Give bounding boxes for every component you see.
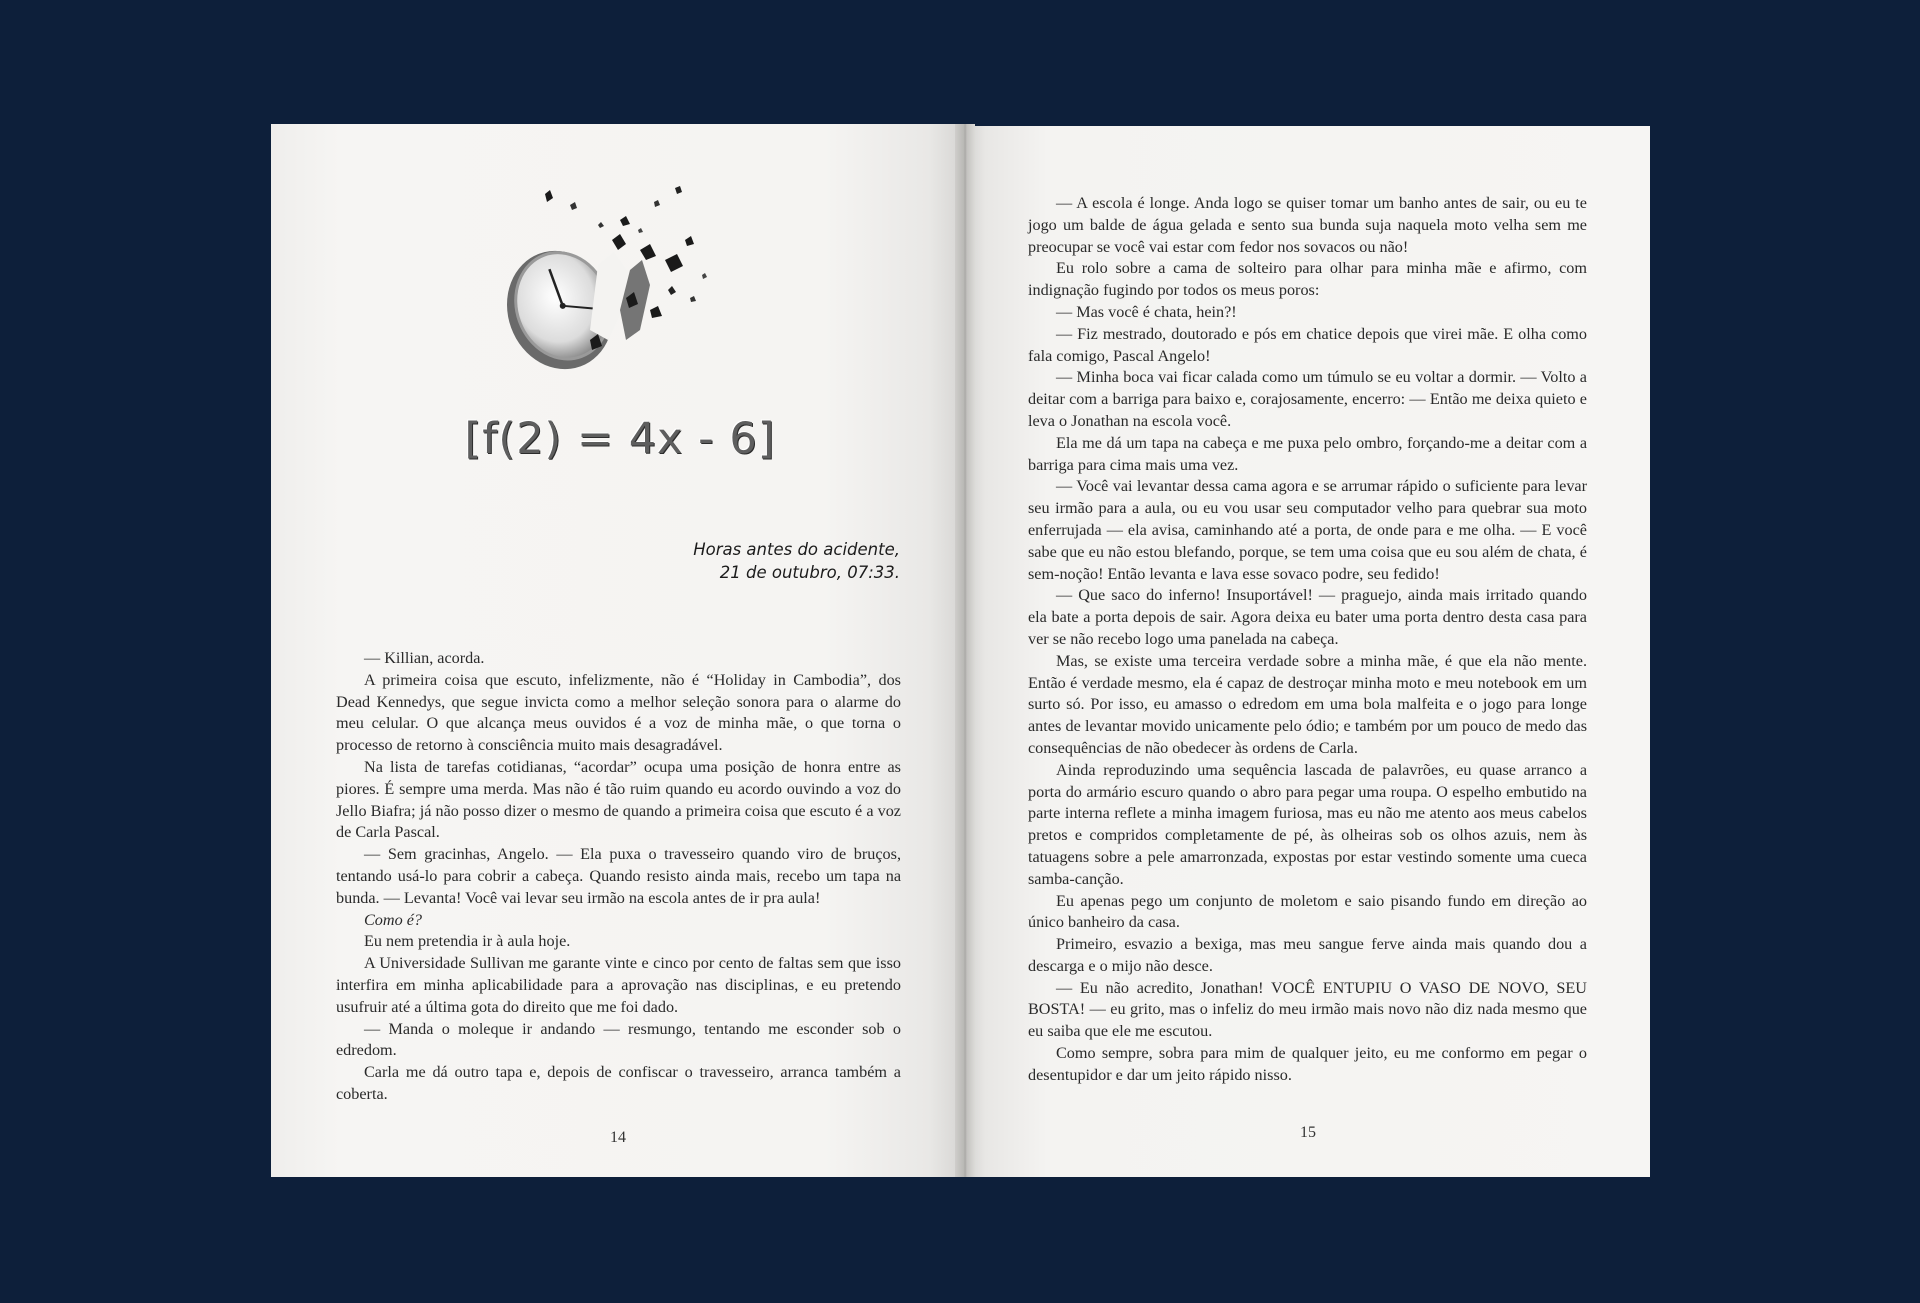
paragraph: Na lista de tarefas cotidianas, “acordar” ocupa uma posição de honra entre as piores. É sempre uma merda. Mas não é tão ruim quando eu acordo ouvindo a voz do Jello Biafra; já não posso dizer o mesmo de quando a primeira coisa que escuto é a voz de Carla Pascal. (336, 757, 901, 842)
right-page-text (1028, 193, 1587, 1087)
paragraph: Eu rolo sobre a cama de solteiro para olhar para minha mãe e afirmo, com indignação fugindo por todos os meus poros: (1028, 259, 1587, 300)
paragraph: — A escola é longe. Anda logo se quiser tomar um banho antes de sair, ou eu te jogo um balde de água gelada e sento sua bunda suja naquela moto velha sem me preocupar se você vai estar com fedor nos sovacos ou não! (1028, 194, 1587, 256)
paragraph: Mas, se existe uma terceira verdade sobre a minha mãe, é que ela não mente. Então é verdade mesmo, ela é capaz de destroçar minha moto e meu notebook em um surto só. Por isso, eu amasso o edredom em uma bola malfeita e o jogo para longe antes de levantar movido unicamente pelo ódio; e também por um pouco de medo das consequências de não obedecer às ordens de Carla. (1028, 651, 1587, 757)
paragraph: Ainda reproduzindo uma sequência lascada de palavrões, eu quase arranco a porta do armário escuro quando o abro para pegar uma roupa. O espelho embutido na parte interna reflete a minha imagem furiosa, mas eu não me atento aos meus cabelos pretos e compridos completamente de pé, às olheiras sob os olhos azuis, nem às tatuagens sobre a pele amarronzada, expostas por estar vestindo somente uma cueca samba-canção. (1028, 760, 1587, 888)
shattered-clock-icon (480, 180, 740, 390)
paragraph: — Minha boca vai ficar calada como um túmulo se eu voltar a dormir. — Volto a deitar com a barriga para baixo e, corajosamente, encerro: — Então me deixa quieto e leva o Jonathan na escola você. (1028, 368, 1587, 430)
paragraph: — Fiz mestrado, doutorado e pós em chatice depois que virei mãe. E olha como fala comigo, Pascal Angelo! (1028, 324, 1587, 365)
page-number-right: 15 (1300, 1124, 1316, 1141)
page-number-left: 14 (610, 1129, 626, 1146)
paragraph: A primeira coisa que escuto, infelizmente, não é “Holiday in Cambodia”, dos Dead Kennedys, que segue invicta como a melhor seleção sonora para o alarme do meu celular. O que alcança meus ouvidos é a voz de minha mãe, o que torna o processo de retorno à consciência muito mais desagradável. (336, 670, 901, 755)
dateline-line-1: Horas antes do acidente, (693, 540, 900, 559)
paragraph: Primeiro, esvazio a bexiga, mas meu sangue ferve ainda mais quando dou a descarga e o mijo não desce. (1028, 935, 1587, 975)
chapter-formula: [f(2) = 4x - 6] (464, 414, 776, 464)
paragraph: — Que saco do inferno! Insuportável! — praguejo, ainda mais irritado quando ela bate a porta depois de sair. Agora deixa eu bater uma porta dentro desta casa para ver se não recebo logo uma panelada na cabeça. (1028, 586, 1587, 648)
paragraph: Como é? (364, 910, 422, 929)
dateline-line-2: 21 de outubro, 07:33. (719, 563, 900, 582)
paragraph: Eu nem pretendia ir à aula hoje. (364, 932, 571, 951)
book-gutter (955, 124, 975, 1177)
paragraph: — Eu não acredito, Jonathan! VOCÊ ENTUPIU O VASO DE NOVO, SEU BOSTA! — eu grito, mas o infeliz do meu irmão mais novo não diz nada mesmo que eu saiba que ele me escutou. (1028, 978, 1587, 1041)
paragraph: Carla me dá outro tapa e, depois de confiscar o travesseiro, arranca também a coberta. (336, 1063, 901, 1103)
paragraph: Ela me dá um tapa na cabeça e me puxa pelo ombro, forçando-me a deitar com a barriga para cima mais uma vez. (1028, 433, 1587, 474)
paragraph: — Manda o moleque ir andando — resmungo, tentando me esconder sob o edredom. (336, 1019, 901, 1060)
paragraph: Eu apenas pego um conjunto de moletom e saio pisando fundo em direção ao único banheiro da casa. (1028, 891, 1587, 932)
paragraph: — Sem gracinhas, Angelo. — Ela puxa o travesseiro quando viro de bruços, tentando usá-lo para cobrir a cabeça. Quando resisto ainda mais, recebo um tapa na bunda. — Levanta! Você vai levar seu irmão na escola antes de ir pra aula! (336, 845, 901, 907)
paragraph: — Killian, acorda. (364, 649, 485, 667)
left-page-text (336, 648, 901, 1106)
paragraph: Como sempre, sobra para mim de qualquer jeito, eu me conformo em pegar o desentupidor e dar um jeito rápido nisso. (1028, 1044, 1587, 1084)
paragraph: — Você vai levantar dessa cama agora e se arrumar rápido o suficiente para levar seu irmão para a aula, ou eu vou usar seu computador velho para quebrar sua moto enferrujada — ela avisa, caminhando até a porta, de onde para e me olha. — E você sabe que eu não estou blefando, porque, se tem uma coisa que eu sou além de chata, é sem-noção! Então levanta e lava esse sovaco podre, seu fedido! (1028, 477, 1587, 583)
paragraph: A Universidade Sullivan me garante vinte e cinco por cento de faltas sem que isso interfira em minha aplicabilidade para a aprovação nas disciplinas, e eu pretendo usufruir até a última gota do direito que me foi dado. (336, 954, 901, 1016)
dateline (693, 538, 900, 584)
paragraph: — Mas você é chata, hein?! (1056, 302, 1237, 321)
